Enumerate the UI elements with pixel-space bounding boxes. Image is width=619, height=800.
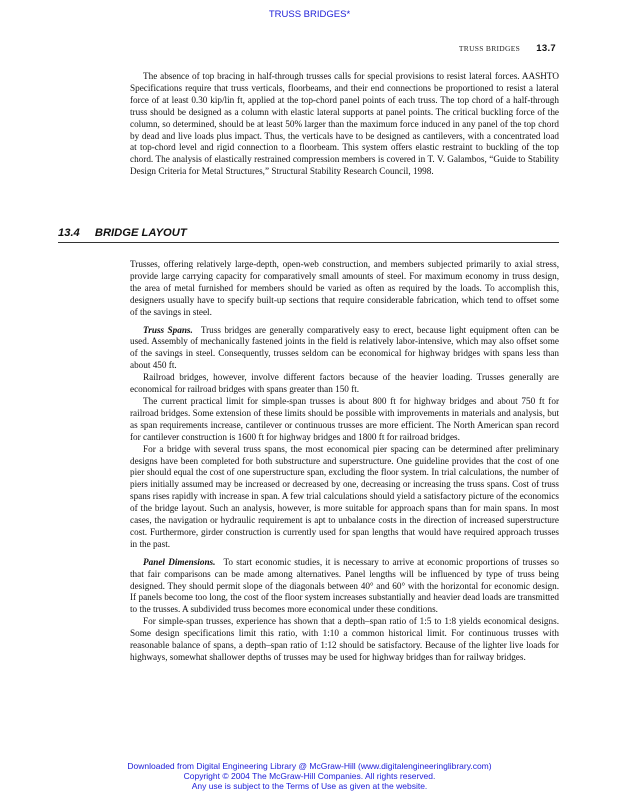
section-heading <box>58 227 559 243</box>
page-number: 13.7 <box>536 43 556 54</box>
section-title: BRIDGE LAYOUT <box>94 227 187 239</box>
truss-spans-text-1: Truss bridges are generally comparatively easy to erect, because light equipment often can be used. Assembly of mechanically fastened joints in the field is relatively labor-intensive, which may also offset some of the savings in steel. Consequently, trusses seldom can be economical for highway bridges with spans less than about 450 ft. <box>130 324 559 371</box>
chapter-link[interactable]: TRUSS BRIDGES* <box>268 9 351 20</box>
truss-spans-paragraph-4: For a bridge with several truss spans, the most economical pier spacing can be determined after preliminary designs have been completed for both substructure and superstructure. One guideline provides that the cost of one pier should equal the cost of one superstructure span, excluding the floor system. In trial calculations, the number of piers initially assumed may be increased or decreased by one, decreasing or increasing the truss spans. Cost of truss spans rises rapidly with increase in span. A few trial calculations should yield a satisfactory picture of the economics of the bridge layout. Such an analysis, however, is more suitable for approach spans than for main spans. In most cases, the navigation or hydraulic requirement is apt to unbalance costs in the direction of increased superstructure cost. Furthermore, girder construction is currently used for span lengths that would have required approach trusses in the past. <box>130 443 559 549</box>
panel-dimensions-paragraph-2: For simple-span trusses, experience has shown that a depth–span ratio of 1:5 to 1:8 yields economical designs. Some design specifications limit this ratio, with 1:10 a common historical limit. For continuous trusses with reasonable balance of spans, a depth–span ratio of 1:12 should be satisfactory. Because of the lighter live loads for highways, somewhat shallower depths of trusses may be used for highway bridges than for railway bridges. <box>130 616 559 662</box>
running-head-title: TRUSS BRIDGES <box>458 44 521 53</box>
footer-copyright: Copyright © 2004 The McGraw-Hill Companies. All rights reserved. <box>183 770 436 781</box>
footer-terms[interactable]: Any use is subject to the Terms of Use as given at the website. <box>191 780 428 791</box>
truss-spans-heading: Truss Spans. <box>143 324 193 335</box>
panel-dimensions-text-1: To start economic studies, it is necessary to arrive at economic proportions of trusses so that fair comparisons can be made among alternatives. Panel lengths will be influenced by type of truss being designed. They should permit slope of the diagonals between 40° and 60° with the horizontal for economic design. If panels become too long, the cost of the floor system increases substantially and heavier dead loads are transmitted to the trusses. A subdivided truss becomes more economical under these conditions. <box>130 556 560 615</box>
truss-spans-paragraph-3: The current practical limit for simple-span trusses is about 800 ft for highway bridges and about 750 ft for railroad bridges. Some extension of these limits should be possible with improvements in materials and analysis, but as span requirements increase, cantilever or continuous trusses are more efficient. The North American span record for cantilever construction is 1600 ft for highway bridges and 1800 ft for railroad bridges. <box>130 395 559 442</box>
panel-dimensions-paragraph-1 <box>130 557 559 617</box>
running-head <box>459 43 556 54</box>
section-number: 13.4 <box>58 227 80 239</box>
footer-download-link[interactable]: Downloaded from Digital Engineering Library @ McGraw-Hill (www.digitalengineeringlibrary.com) <box>127 761 492 771</box>
truss-spans-paragraph-1 <box>130 325 559 373</box>
section-intro-paragraph: Trusses, offering relatively large-depth, open-web construction, and members subjected primarily to axial stress, provide large carrying capacity for comparatively small amounts of steel. For maximum economy in truss design, the area of metal furnished for members should be varied as often as required by the loads. To accomplish this, designers usually have to specify built-up sections that require considerable fabrication, which tend to offset some of the savings in steel. <box>130 259 559 317</box>
truss-spans-paragraph-2: Railroad bridges, however, involve different factors because of the heavier loading. Trusses generally are economical for railroad bridges with spans greater than 150 ft. <box>130 372 559 395</box>
panel-dimensions-heading: Panel Dimensions. <box>143 556 216 567</box>
intro-paragraph: The absence of top bracing in half-through trusses calls for special provisions to resist lateral forces. AASHTO Specifications require that truss verticals, floorbeams, and their end connections be proportioned to resist a lateral force of at least 0.30 kip/lin ft, applied at the top-chord panel points of each truss. The top chord of a half-through truss should be designed as a column with elastic lateral supports at panel points. The critical buckling force of the column, so determined, should be at least 50% larger than the maximum force induced in any panel of the top chord by dead and live loads plus impact. Thus, the verticals have to be designed as cantilevers, with a concentrated load at top-chord level and rigid connection to a floorbeam. This system offers elastic restraint to buckling of the top chord. The analysis of elastically restrained compression members is covered in T. V. Galambos, “Guide to Stability Design Criteria for Metal Structures,” Structural Stability Research Council, 1998. <box>130 71 559 177</box>
section-body <box>130 259 559 664</box>
footer-notice[interactable] <box>0 762 619 791</box>
